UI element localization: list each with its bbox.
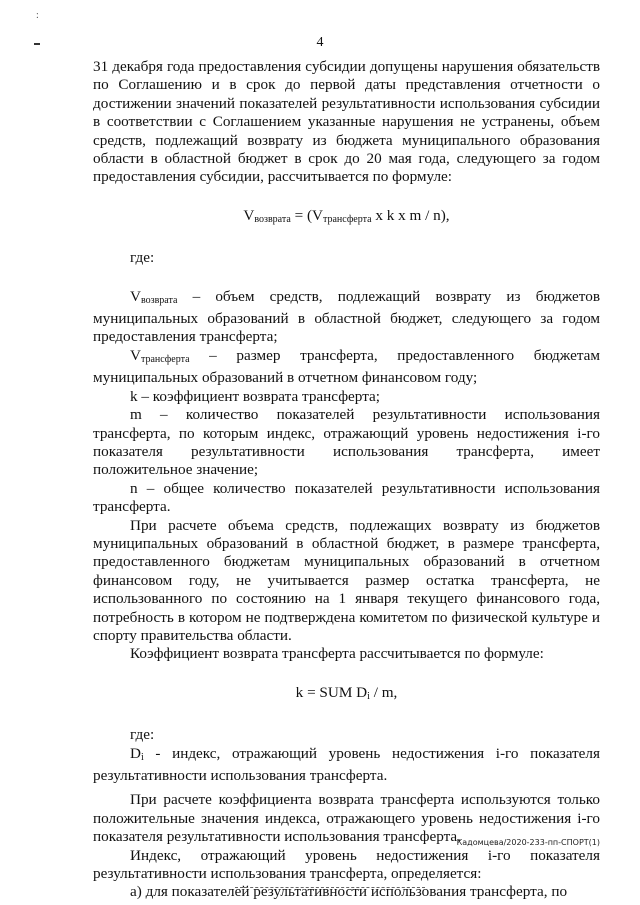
paragraph-positive-values: При расчете коэффициента возврата трансферта используются только положительные значения индекса, отражающего уровень недостижения i-го показателя результативности использования трансферта.: [93, 791, 600, 846]
paragraph-calculation: При расчете объема средств, подлежащих возврату из бюджетов муниципальных образований в областной бюджет, в размере трансферта, предоставленного бюджетам муниципальных образований в отчетном финансовом году, не учитывается размер остатка трансферта, не использованного по состоянию на 1 января текущего финансового года, потребность в котором не подтверждена комитетом по физической культуре и спорту правительства области.: [93, 516, 600, 644]
definition-m: m – количество показателей результативности использования трансферта, по которым индекс, отражающий уровень недостижения i-го показателя результативности использования трансферта, имеет положительное значение;: [93, 406, 600, 479]
def-vt-symbol: V: [130, 346, 141, 364]
def-d-text: - индекс, отражающий уровень недостижения i-го показателя результативности использования трансферта.: [93, 744, 600, 784]
formula2-subscript: i: [367, 690, 370, 702]
paragraph-coefficient: Коэффициент возврата трансферта рассчитывается по формуле:: [130, 645, 544, 663]
def-v-subscript: возврата: [140, 294, 178, 306]
def-d-symbol: D: [130, 744, 141, 762]
formula-tail: x k x m / n),: [371, 206, 450, 224]
formula-v-subscript: возврата: [254, 213, 291, 225]
definition-v-transfer: [93, 347, 600, 388]
definition-v-return: [93, 288, 600, 347]
def-vt-text: – размер трансферта, предоставленного бюджетам муниципальных образований в отчетном финансовом году;: [93, 346, 600, 387]
def-v-text: – объем средств, подлежащий возврату из бюджетов муниципальных образований в областной бюджет, следующего за годом предоставления трансферта;: [93, 287, 600, 346]
def-d-subscript: i: [140, 751, 144, 763]
bottom-divider: [235, 887, 425, 888]
document-body: [93, 58, 600, 902]
formula-v-symbol: V: [243, 206, 255, 224]
definition-n: n – общее количество показателей результативности использования трансферта.: [93, 479, 600, 516]
definition-di: [93, 745, 600, 786]
scan-mark: :: [36, 10, 39, 21]
paragraph-intro: 31 декабря года предоставления субсидии допущены нарушения обязательств по Соглашению и в срок до первой даты представления отчетности о достижении значений показателей результативности использования субсидии в соответствии с Соглашением указанные нарушения не устранены, объем средств, подлежащий возврату из бюджета муниципального образования области в областной бюджет в срок до 20 мая года, следующего за годом предоставления субсидии, рассчитывается по формуле:: [93, 58, 600, 186]
formula-transfer-subscript: трансферта: [322, 213, 372, 225]
page-number: 4: [316, 35, 324, 50]
footer-document-code: Кадомцева/2020-233-пп-СПОРТ(1): [456, 838, 600, 847]
def-vt-subscript: трансферта: [140, 353, 190, 365]
formula-coefficient: [93, 684, 600, 706]
where-label-2: где:: [130, 726, 155, 744]
paragraph-index: Индекс, отражающий уровень недостижения i-го показателя результативности использования трансферта, определяется:: [93, 846, 600, 883]
formula2-pre: k = SUM D: [295, 683, 368, 701]
formula2-post: / m,: [369, 683, 398, 701]
def-v-symbol: V: [130, 287, 141, 305]
definition-k: k – коэффициент возврата трансферта;: [130, 387, 380, 405]
paragraph-item-a: а) для показателей результативности использования трансферта, по: [130, 883, 568, 901]
formula-mid: = (V: [290, 206, 323, 224]
where-label-1: где:: [130, 249, 155, 267]
formula-return-volume: [93, 207, 600, 229]
